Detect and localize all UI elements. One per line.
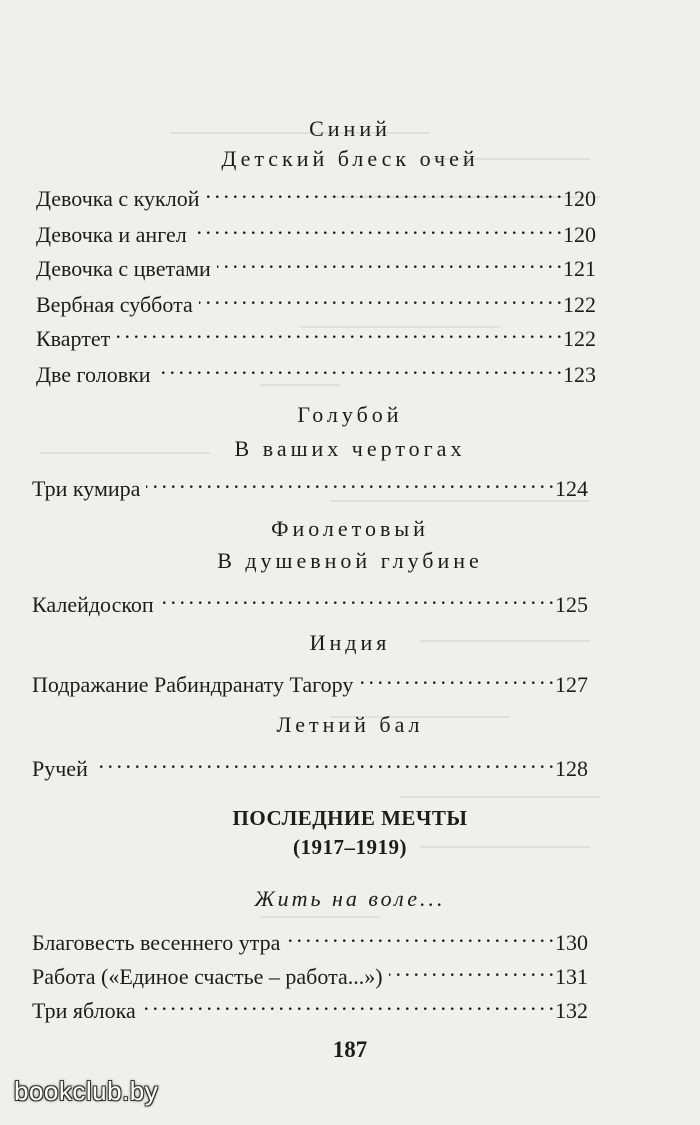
toc-entry-title: Три кумира bbox=[32, 476, 141, 501]
toc-entry-page: 130 bbox=[555, 930, 588, 955]
site-watermark: bookclub.by bbox=[14, 1076, 159, 1106]
toc-entry-title: Калейдоскоп bbox=[32, 592, 154, 617]
toc-entry-page: 122 bbox=[563, 326, 596, 351]
toc-entry-title: Ручей bbox=[32, 756, 88, 781]
toc-entry-page: 132 bbox=[555, 998, 588, 1023]
section-heading-color: Фиолетовый bbox=[271, 516, 429, 541]
section-subheading: В душевной глубине bbox=[217, 548, 483, 573]
toc-entry-title: Подражание Рабиндранату Тагору bbox=[32, 672, 354, 697]
toc-entry-title: Две головки bbox=[36, 362, 151, 387]
dot-leader bbox=[199, 282, 561, 312]
toc-entry-title: Работа («Единое счастье – работа...») bbox=[32, 964, 383, 989]
section-heading-color: Индия bbox=[309, 630, 391, 655]
dot-leader bbox=[142, 988, 553, 1018]
toc-entry-title: Вербная суббота bbox=[36, 292, 193, 317]
dot-leader bbox=[157, 352, 561, 382]
toc-entry-title: Три яблока bbox=[32, 998, 136, 1023]
toc-entry-page: 131 bbox=[555, 964, 588, 989]
dot-leader bbox=[217, 246, 561, 276]
toc-entry bbox=[32, 746, 588, 781]
section-subheading: Жить на воле... bbox=[254, 886, 446, 911]
toc-entry-page: 128 bbox=[555, 756, 588, 781]
dot-leader bbox=[193, 212, 561, 242]
toc-entry-title: Девочка с куклой bbox=[36, 186, 200, 211]
toc-entry bbox=[36, 282, 596, 317]
toc-entry-page: 120 bbox=[563, 222, 596, 247]
page-number: 187 bbox=[332, 1037, 368, 1062]
dot-leader bbox=[389, 954, 553, 984]
dot-leader bbox=[205, 176, 561, 206]
dot-leader bbox=[94, 746, 553, 776]
toc-entry bbox=[32, 662, 588, 697]
toc-entry-page: 123 bbox=[563, 362, 596, 387]
toc-entry-page: 125 bbox=[555, 592, 588, 617]
toc-entry bbox=[32, 988, 588, 1023]
section-subheading: Детский блеск очей bbox=[221, 146, 479, 171]
toc-entry-title: Девочка с цветами bbox=[36, 256, 211, 281]
section-heading-color: Голубой bbox=[297, 402, 403, 427]
toc-entry-page: 121 bbox=[563, 256, 596, 281]
section-heading-color: Синий bbox=[309, 116, 391, 141]
toc-entry bbox=[36, 212, 596, 247]
toc-entry-title: Девочка и ангел bbox=[36, 222, 187, 247]
toc-entry-page: 124 bbox=[555, 476, 588, 501]
dot-leader bbox=[146, 466, 553, 496]
dot-leader bbox=[116, 316, 561, 346]
toc-entry-page: 122 bbox=[563, 292, 596, 317]
toc-entry-title: Квартет bbox=[36, 326, 111, 351]
toc-entry-title: Благовесть весеннего утра bbox=[32, 930, 281, 955]
toc-entry bbox=[32, 920, 588, 955]
dot-leader bbox=[359, 662, 553, 692]
toc-entry bbox=[36, 176, 596, 211]
dot-leader bbox=[286, 920, 553, 950]
toc-entry bbox=[32, 466, 588, 501]
part-title: ПОСЛЕДНИЕ МЕЧТЫ bbox=[232, 806, 468, 830]
toc-entry bbox=[36, 352, 596, 387]
toc-entry bbox=[32, 954, 588, 989]
dot-leader bbox=[160, 582, 553, 612]
section-subheading: В ваших чертогах bbox=[234, 436, 466, 461]
section-heading-color: Летний бал bbox=[276, 712, 424, 737]
toc-entry bbox=[36, 316, 596, 351]
part-years: (1917–1919) bbox=[293, 835, 407, 859]
toc-entry bbox=[32, 582, 588, 617]
toc-entry-page: 120 bbox=[563, 186, 596, 211]
toc-entry-page: 127 bbox=[555, 672, 588, 697]
toc-entry bbox=[36, 246, 596, 281]
